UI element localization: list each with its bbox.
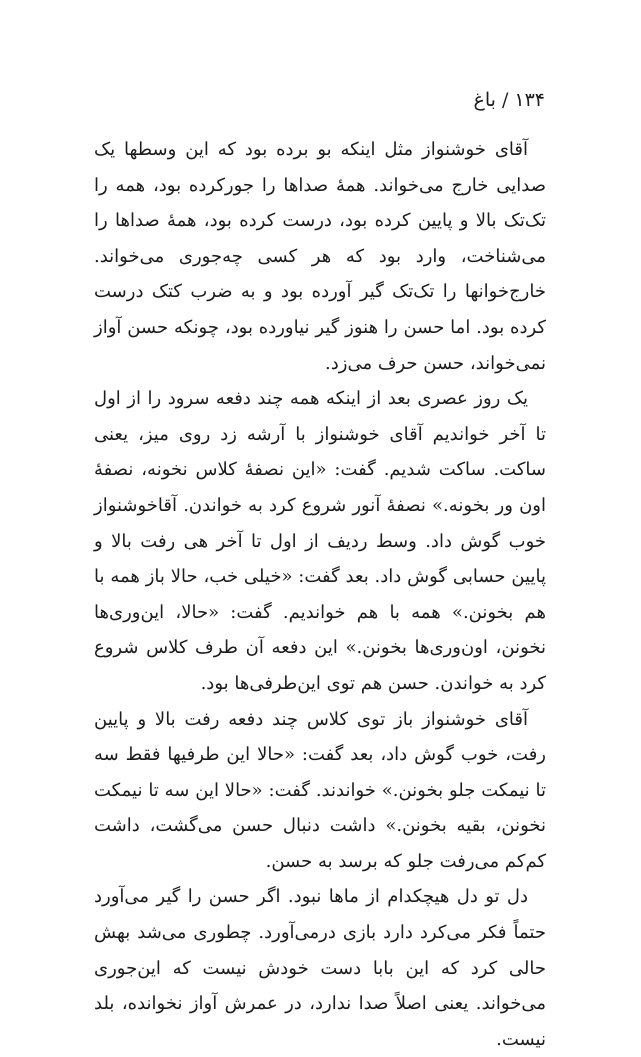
paragraph-1: آقای خوشنواز مثل اینکه بو برده بود که این وسطها یک صدایی خارج می‌خواند. همهٔ صداها را جورکرده بود، همه را تک‌تک بالا و پایین کرده بود، درست کرده بود، همهٔ صداها را می‌شناخت، وارد بود که هر کسی چه‌جوری می‌خواند. خارج‌خوانها را تک‌تک گیر آورده بود و به ضرب کتک درست کرده بود. اما حسن را هنوز گیر نیاورده بود، چونکه حسن آواز نمی‌خواند، حسن حرف می‌زد.: [94, 139, 546, 374]
running-header: [474, 88, 545, 112]
page-number: ۱۳۴: [514, 89, 545, 111]
header-separator: /: [501, 89, 509, 111]
chapter-title: باغ: [473, 89, 496, 111]
body-text: [94, 132, 546, 1057]
paragraph-4: دل تو دل هیچکدام از ماها نبود. اگر حسن را گیر می‌آورد حتماً فکر می‌کرد دارد بازی درمی‌آورد. چطوری می‌شد بهش حالی کرد که این بابا دست خودش نیست که این‌جوری می‌خواند. یعنی اصلاً صدا ندارد، در عمرش آواز نخوانده، بلد نیست.: [94, 886, 547, 1050]
paragraph-3: آقای خوشنواز باز توی کلاس چند دفعه رفت بالا و پایین رفت، خوب گوش داد، بعد گفت: «حالا این طرفیها فقط سه تا نیمکت جلو بخونن.» خواندند. گفت: «حالا این سه تا نیمکت نخونن، بقیه بخونن.» داشت دنبال حسن می‌گشت، داشت کم‌کم می‌رفت جلو که برسد به حسن.: [94, 708, 546, 872]
paragraph-2: یک روز عصری بعد از اینکه همه چند دفعه سرود را از اول تا آخر خواندیم آقای خوشنواز با آرشه زد روی میز، یعنی ساکت. ساکت شدیم. گفت: «این نصفهٔ کلاس نخونه، نصفهٔ اون ور بخونه.» نصفهٔ آنور شروع کرد به خواندن. آقاخوشنواز خوب گوش داد. وسط ردیف از اول تا آخر هی رفت بالا و پایین حسابی گوش داد. بعد گفت: «خیلی خب، حالا باز همه با هم بخونن.» همه با هم خواندیم. گفت: «حالا، این‌وری‌ها نخونن، اون‌وری‌ها بخونن.» این دفعه آن طرف کلاس شروع کرد به خواندن. حسن هم توی این‌طرفی‌ها بود.: [94, 388, 546, 694]
